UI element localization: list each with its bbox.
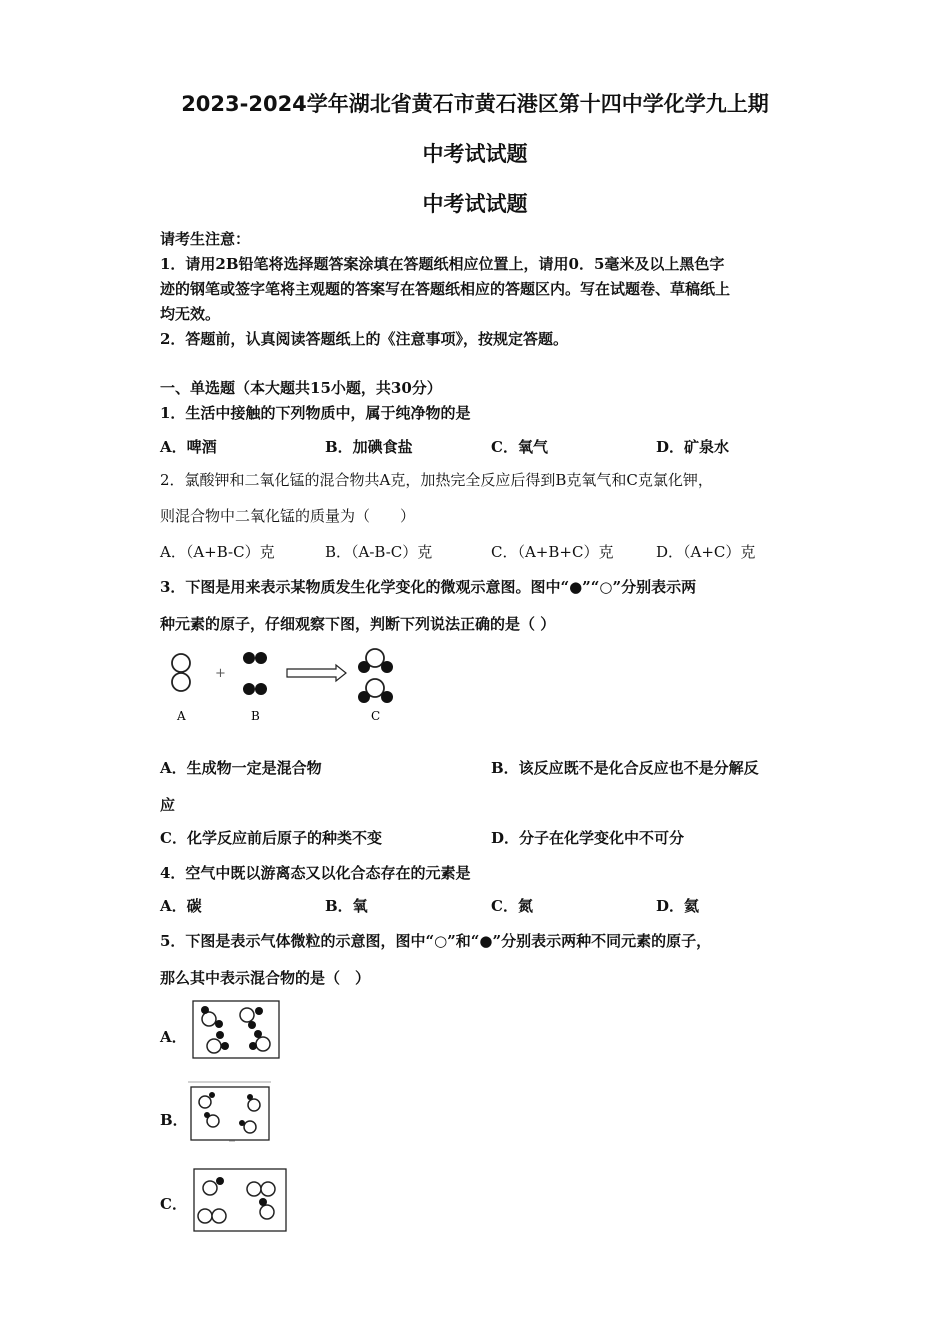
q1-stem: 1．生活中接触的下列物质中，属于纯净物的是 [160, 404, 471, 422]
q3-option-b-line-1: B．该反应既不是化合反应也不是分解反 [491, 759, 759, 777]
q5-option-a-diagram [192, 1000, 281, 1060]
title-line-2: 中考试试题 [422, 142, 528, 166]
q2-stem-line-2: 则混合物中二氧化锰的质量为（ ） [160, 507, 416, 525]
title-line-3: 中考试试题 [422, 192, 528, 216]
notice-item-1-line-1: 1．请用2B铅笔将选择题答案涂填在答题纸相应位置上，请用0．5毫米及以上黑色字 [160, 255, 725, 273]
label-c: C [371, 709, 381, 723]
q4-option-d: D．氦 [656, 897, 700, 915]
label-a: A [177, 709, 186, 723]
molecule-a-diagram [172, 654, 190, 691]
q5-option-a-label: A． [160, 1028, 187, 1046]
q4-option-a: A．碳 [160, 897, 202, 915]
q1-option-c: C．氧气 [491, 438, 548, 456]
q5-option-c-diagram [193, 1168, 289, 1234]
q5-option-b-label: B． [160, 1111, 188, 1129]
label-b: B [251, 709, 260, 723]
notice-item-1-line-3: 均无效。 [160, 305, 221, 323]
molecule-b-diagram [243, 652, 267, 695]
q2-option-a: A．（A+B-C）克 [160, 543, 275, 561]
q1-option-d: D．矿泉水 [656, 438, 730, 456]
q2-option-b: B．（A-B-C）克 [325, 543, 433, 561]
q1-option-a: A．啤酒 [160, 438, 217, 456]
q2-option-d: D．（A+C）克 [656, 543, 756, 561]
q4-stem: 4．空气中既以游离态又以化合态存在的元素是 [160, 864, 471, 882]
q5-stem-line-1: 5．下图是表示气体微粒的示意图，图中“○”和“●”分别表示两种不同元素的原子， [160, 932, 712, 950]
notice-item-1-line-2: 迹的钢笔或签字笔将主观题的答案写在答题纸相应的答题区内。写在试题卷、草稿纸上 [160, 280, 731, 298]
q2-option-c: C．（A+B+C）克 [491, 543, 614, 561]
q3-option-a: A．生成物一定是混合物 [160, 759, 322, 777]
q5-stem-line-2: 那么其中表示混合物的是（ ） [160, 969, 371, 987]
q3-stem-line-1: 3．下图是用来表示某物质发生化学变化的微观示意图。图中“●”“○”分别表示两 [160, 578, 697, 596]
molecule-c-diagram [358, 649, 393, 703]
notice-heading: 请考生注意： [160, 230, 251, 248]
reaction-arrow [287, 665, 346, 681]
q3-option-d: D．分子在化学变化中不可分 [491, 829, 685, 847]
q2-stem-line-1: 2．氯酸钾和二氧化锰的混合物共A克，加热完全反应后得到B克氧气和C克氯化钾， [160, 471, 713, 489]
q1-option-b: B．加碘食盐 [325, 438, 413, 456]
q3-reaction-diagram [160, 644, 410, 728]
section-1-heading: 一、单选题（本大题共15小题，共30分） [160, 379, 442, 397]
q3-option-b-line-2: 应 [160, 796, 176, 814]
q4-option-c: C．氮 [491, 897, 533, 915]
title-line-1: 2023-2024学年湖北省黄石市黄石港区第十四中学化学九上期 [181, 92, 769, 116]
q3-option-c: C．化学反应前后原子的种类不变 [160, 829, 382, 847]
q3-stem-line-2: 种元素的原子，仔细观察下图，判断下列说法正确的是（ ） [160, 615, 556, 633]
q5-option-c-label: C． [160, 1195, 187, 1213]
q5-option-b-diagram [187, 1080, 273, 1144]
plus-sign: + [215, 666, 226, 681]
q4-option-b: B．氧 [325, 897, 368, 915]
notice-item-2: 2．答题前，认真阅读答题纸上的《注意事项》，按规定答题。 [160, 330, 568, 348]
